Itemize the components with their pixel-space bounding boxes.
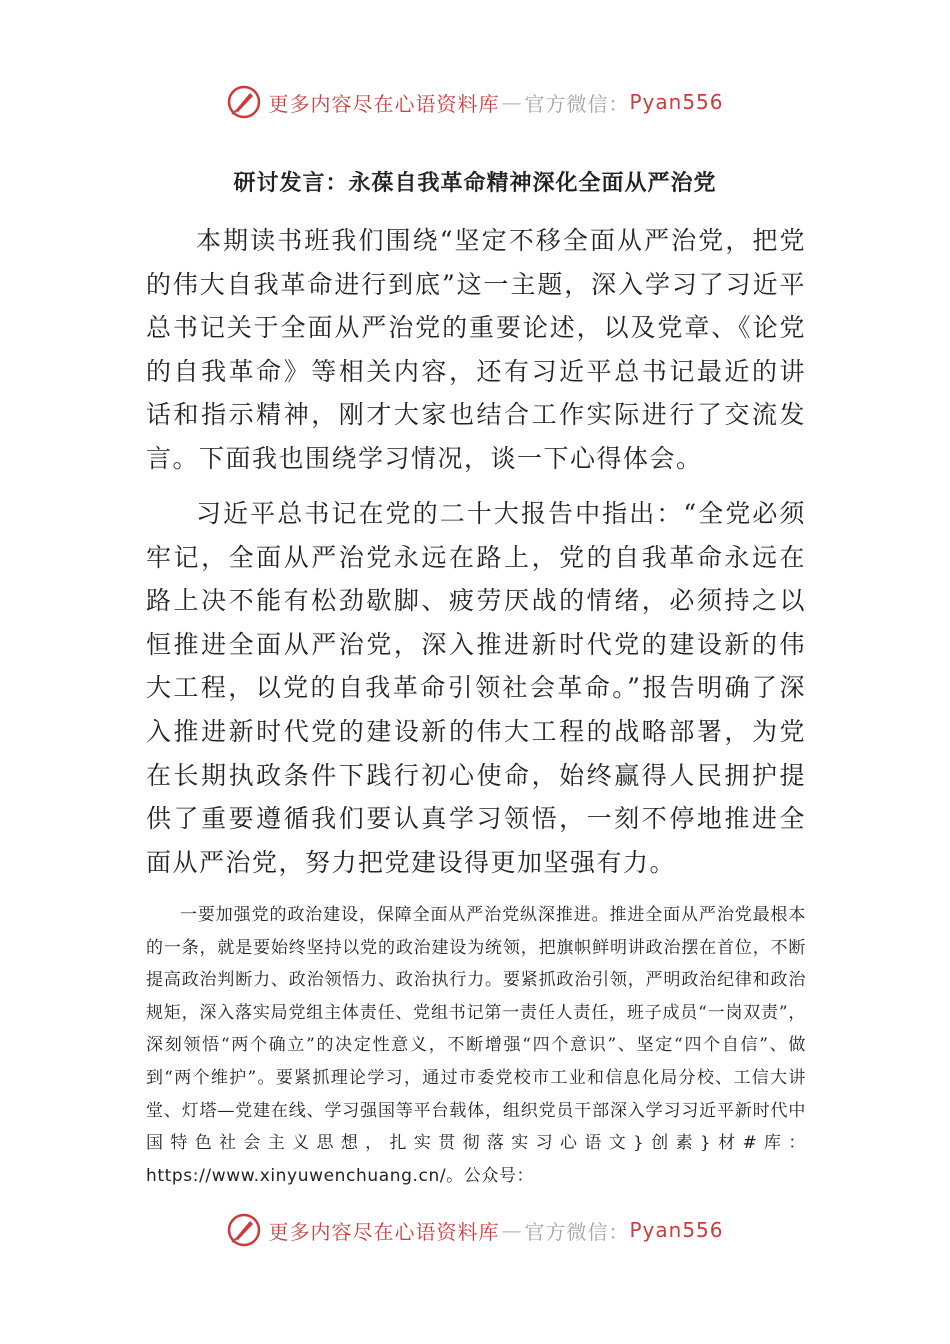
footer-watermark-banner bbox=[0, 1210, 950, 1250]
header-watermark-banner bbox=[0, 82, 950, 122]
quill-logo-icon bbox=[226, 84, 262, 120]
document-title: 研讨发言：永葆自我革命精神深化全面从严治党 bbox=[233, 170, 717, 196]
quill-logo-icon bbox=[226, 1212, 262, 1248]
banner-separator: — bbox=[501, 90, 523, 114]
banner-wechat-label: 官方微信： bbox=[524, 91, 630, 116]
banner-text: 更多内容尽在心语资料库 bbox=[268, 91, 500, 116]
banner-separator: — bbox=[501, 1218, 523, 1242]
banner-text: 更多内容尽在心语资料库 bbox=[268, 1219, 500, 1244]
paragraph-intro: 本期读书班我们围绕“坚定不移全面从严治党，把党的伟大自我革命进行到底”这一主题，深入学习了习近平总书记关于全面从严治党的重要论述，以及党章、《论党的自我革命》等相关内容，还有习近平总书记最近的讲话和指示精神，刚才大家也结合工作实际进行了交流发言。下面我也围绕学习情况，谈一下心得体会。 bbox=[146, 226, 806, 473]
paragraph-political-building-text: 一要加强党的政治建设，保障全面从严治党纵深推进。推进全面从严治党最根本的一条，就是要始终坚持以党的政治建设为统领，把旗帜鲜明讲政治摆在首位，不断提高政治判断力、政治领悟力、政治执行力。要紧抓政治引领，严明政治纪律和政治规矩，深入落实局党组主体责任、党组书记第一责任人责任，班子成员“一岗双责”，深刻领悟“两个确立”的决定性意义，不断增强“四个意识”、坚定“四个自信”、做到“两个维护”。要紧抓理论学习，通过市委党校市工业和信息化局分校、工信大讲堂、灯塔—党建在线、学习强国等平台载体，组织党员干部深入学习习近平新时代中国特色社会主义思想，扎实贯彻落实习心语文}创素}材#库： bbox=[146, 905, 806, 1154]
paragraph-political-building-tail: 。公众号： bbox=[446, 1165, 535, 1186]
paragraph-political-building bbox=[146, 899, 806, 1192]
paragraph-report-quote: 习近平总书记在党的二十大报告中指出：“全党必须牢记，全面从严治党永远在路上，党的自我革命永远在路上决不能有松劲歇脚、疲劳厌战的情绪，必须持之以恒推进全面从严治党，深入推进新时代党的建设新的伟大工程，以党的自我革命引领社会革命。”报告明确了深入推进新时代党的建设新的伟大工程的战略部署，为党在长期执政条件下践行初心使命，始终赢得人民拥护提供了重要遵循我们要认真学习领悟，一刻不停地推进全面从严治党，努力把党建设得更加坚强有力。 bbox=[146, 499, 806, 877]
banner-wechat-id: Pyan556 bbox=[629, 90, 724, 114]
banner-wechat-id: Pyan556 bbox=[629, 1218, 724, 1242]
banner-wechat-label: 官方微信： bbox=[524, 1219, 630, 1244]
source-url: https://www.xinyuwenchuang.cn/ bbox=[146, 1165, 447, 1186]
